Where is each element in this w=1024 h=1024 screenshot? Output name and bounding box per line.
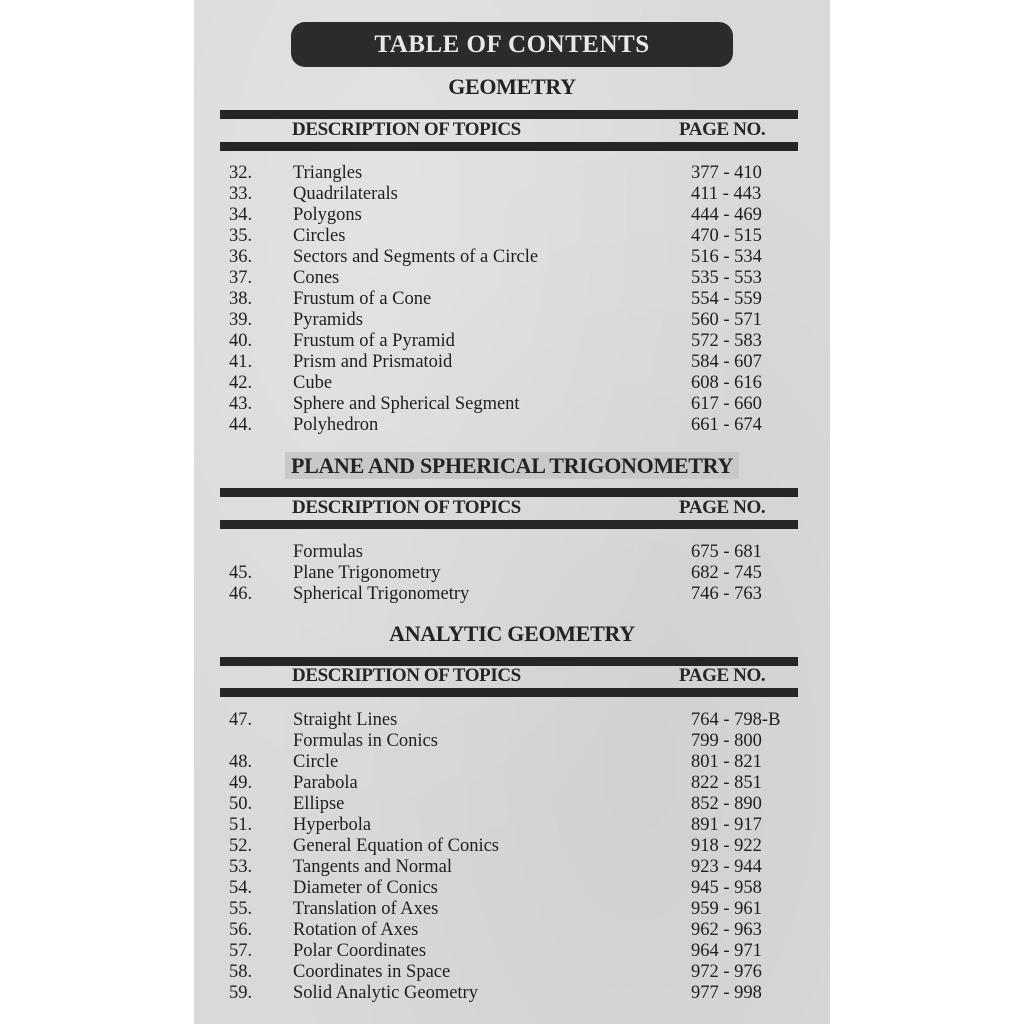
entry-number: 58. (229, 962, 253, 982)
entry-page-range: 977 - 998 (691, 983, 762, 1003)
entry-number: 54. (229, 878, 253, 898)
entry-number: 49. (229, 773, 253, 793)
toc-entry (194, 563, 830, 584)
entry-page-range: 535 - 553 (691, 268, 762, 288)
entry-number: 50. (229, 794, 253, 814)
toc-title: TABLE OF CONTENTS (374, 30, 650, 58)
entry-page-range: 470 - 515 (691, 226, 762, 246)
toc-entry (194, 184, 830, 205)
entry-topic: Cube (293, 373, 333, 393)
toc-entry (194, 310, 830, 331)
toc-entry (194, 920, 830, 941)
entry-page-range: 959 - 961 (691, 899, 762, 919)
entry-page-range: 572 - 583 (691, 331, 762, 351)
entry-topic: Triangles (293, 163, 363, 183)
toc-banner (291, 22, 733, 67)
section-title-analytic-geometry: ANALYTIC GEOMETRY (389, 621, 635, 646)
entry-page-range: 918 - 922 (691, 836, 762, 856)
section-title-geometry: GEOMETRY (448, 74, 576, 99)
entry-topic: Quadrilaterals (293, 184, 398, 204)
entry-topic: Solid Analytic Geometry (293, 983, 478, 1003)
document-page (194, 0, 830, 1024)
entry-topic: Polar Coordinates (293, 941, 427, 961)
entry-topic: General Equation of Conics (293, 836, 500, 856)
entry-topic: Sectors and Segments of a Circle (293, 247, 539, 267)
entry-number: 47. (229, 710, 253, 730)
entry-topic: Pyramids (293, 310, 363, 330)
toc-entry (194, 542, 830, 563)
entry-number: 37. (229, 268, 253, 288)
entry-page-range: 516 - 534 (691, 247, 762, 267)
entry-page-range: 945 - 958 (691, 878, 762, 898)
entry-topic: Spherical Trigonometry (293, 584, 470, 604)
column-header-page: PAGE NO. (679, 119, 766, 140)
entry-topic: Hyperbola (293, 815, 372, 835)
entry-topic: Circle (293, 752, 339, 772)
entry-number: 40. (229, 331, 253, 351)
header-rule-top (220, 488, 798, 497)
section-title-trigonometry: PLANE AND SPHERICAL TRIGONOMETRY (194, 453, 830, 479)
toc-entry (194, 268, 830, 289)
entry-page-range: 444 - 469 (691, 205, 762, 225)
entry-page-range: 962 - 963 (691, 920, 762, 940)
entry-number: 38. (229, 289, 253, 309)
entry-topic: Parabola (293, 773, 358, 793)
toc-entry (194, 226, 830, 247)
entry-page-range: 377 - 410 (691, 163, 762, 183)
entry-topic: Plane Trigonometry (293, 563, 441, 583)
entry-topic: Frustum of a Cone (293, 289, 432, 309)
entry-topic: Cones (293, 268, 340, 288)
entry-page-range: 560 - 571 (691, 310, 762, 330)
entry-topic: Formulas in Conics (293, 731, 438, 751)
toc-entry (194, 584, 830, 605)
toc-entry (194, 983, 830, 1004)
toc-entry (194, 710, 830, 731)
entry-number: 52. (229, 836, 253, 856)
entry-topic: Polyhedron (293, 415, 379, 435)
entry-page-range: 964 - 971 (691, 941, 762, 961)
entry-topic: Diameter of Conics (293, 878, 438, 898)
entry-number: 59. (229, 983, 253, 1003)
entry-number: 33. (229, 184, 253, 204)
entry-number: 48. (229, 752, 253, 772)
toc-entry (194, 941, 830, 962)
entry-page-range: 799 - 800 (691, 731, 762, 751)
header-rule-bottom (220, 688, 798, 697)
entry-number: 36. (229, 247, 253, 267)
section-entries (194, 542, 830, 605)
toc-entry (194, 247, 830, 268)
entry-number: 43. (229, 394, 253, 414)
entry-number: 39. (229, 310, 253, 330)
entry-page-range: 675 - 681 (691, 542, 762, 562)
entry-page-range: 617 - 660 (691, 394, 762, 414)
entry-page-range: 822 - 851 (691, 773, 762, 793)
entry-number: 57. (229, 941, 253, 961)
entry-page-range: 746 - 763 (691, 584, 762, 604)
entry-page-range: 923 - 944 (691, 857, 762, 877)
entry-page-range: 764 - 798-B (691, 710, 781, 730)
entry-number: 44. (229, 415, 253, 435)
entry-topic: Polygons (293, 205, 362, 225)
toc-entry (194, 352, 830, 373)
column-header-description: DESCRIPTION OF TOPICS (292, 665, 521, 686)
toc-entry (194, 899, 830, 920)
entry-page-range: 584 - 607 (691, 352, 762, 372)
entry-page-range: 608 - 616 (691, 373, 762, 393)
column-header-page: PAGE NO. (679, 665, 766, 686)
column-header-page: PAGE NO. (679, 497, 766, 518)
entry-number: 53. (229, 857, 253, 877)
column-header-description: DESCRIPTION OF TOPICS (292, 497, 521, 518)
toc-entry (194, 415, 830, 436)
entry-number: 32. (229, 163, 253, 183)
entry-page-range: 852 - 890 (691, 794, 762, 814)
column-header-description: DESCRIPTION OF TOPICS (292, 119, 521, 140)
toc-entry (194, 731, 830, 752)
entry-number: 55. (229, 899, 253, 919)
toc-entry (194, 373, 830, 394)
entry-topic: Ellipse (293, 794, 345, 814)
entry-topic: Circles (293, 226, 346, 246)
entry-number: 46. (229, 584, 253, 604)
toc-entry (194, 815, 830, 836)
entry-number: 56. (229, 920, 253, 940)
entry-page-range: 891 - 917 (691, 815, 762, 835)
toc-entry (194, 289, 830, 310)
entry-topic: Straight Lines (293, 710, 398, 730)
section-entries (194, 163, 830, 436)
entry-page-range: 801 - 821 (691, 752, 762, 772)
entry-topic: Prism and Prismatoid (293, 352, 453, 372)
entry-number: 45. (229, 563, 253, 583)
entry-page-range: 972 - 976 (691, 962, 762, 982)
entry-topic: Tangents and Normal (293, 857, 452, 877)
entry-number: 51. (229, 815, 253, 835)
entry-topic: Coordinates in Space (293, 962, 451, 982)
toc-entry (194, 878, 830, 899)
toc-entry (194, 794, 830, 815)
entry-topic: Translation of Axes (293, 899, 439, 919)
toc-entry (194, 773, 830, 794)
toc-entry (194, 163, 830, 184)
entry-page-range: 661 - 674 (691, 415, 762, 435)
entry-topic: Sphere and Spherical Segment (293, 394, 520, 414)
entry-topic: Rotation of Axes (293, 920, 419, 940)
toc-entry (194, 752, 830, 773)
entry-number: 35. (229, 226, 253, 246)
entry-number: 34. (229, 205, 253, 225)
entry-page-range: 554 - 559 (691, 289, 762, 309)
entry-page-range: 682 - 745 (691, 563, 762, 583)
toc-entry (194, 205, 830, 226)
header-rule-bottom (220, 142, 798, 151)
toc-entry (194, 394, 830, 415)
toc-entry (194, 857, 830, 878)
entry-page-range: 411 - 443 (691, 184, 762, 204)
entry-number: 41. (229, 352, 253, 372)
header-rule-bottom (220, 520, 798, 529)
toc-entry (194, 836, 830, 857)
header-rule-top (220, 110, 798, 119)
entry-topic: Frustum of a Pyramid (293, 331, 455, 351)
entry-topic: Formulas (293, 542, 363, 562)
toc-entry (194, 962, 830, 983)
toc-entry (194, 331, 830, 352)
entry-number: 42. (229, 373, 253, 393)
section-entries (194, 710, 830, 1004)
